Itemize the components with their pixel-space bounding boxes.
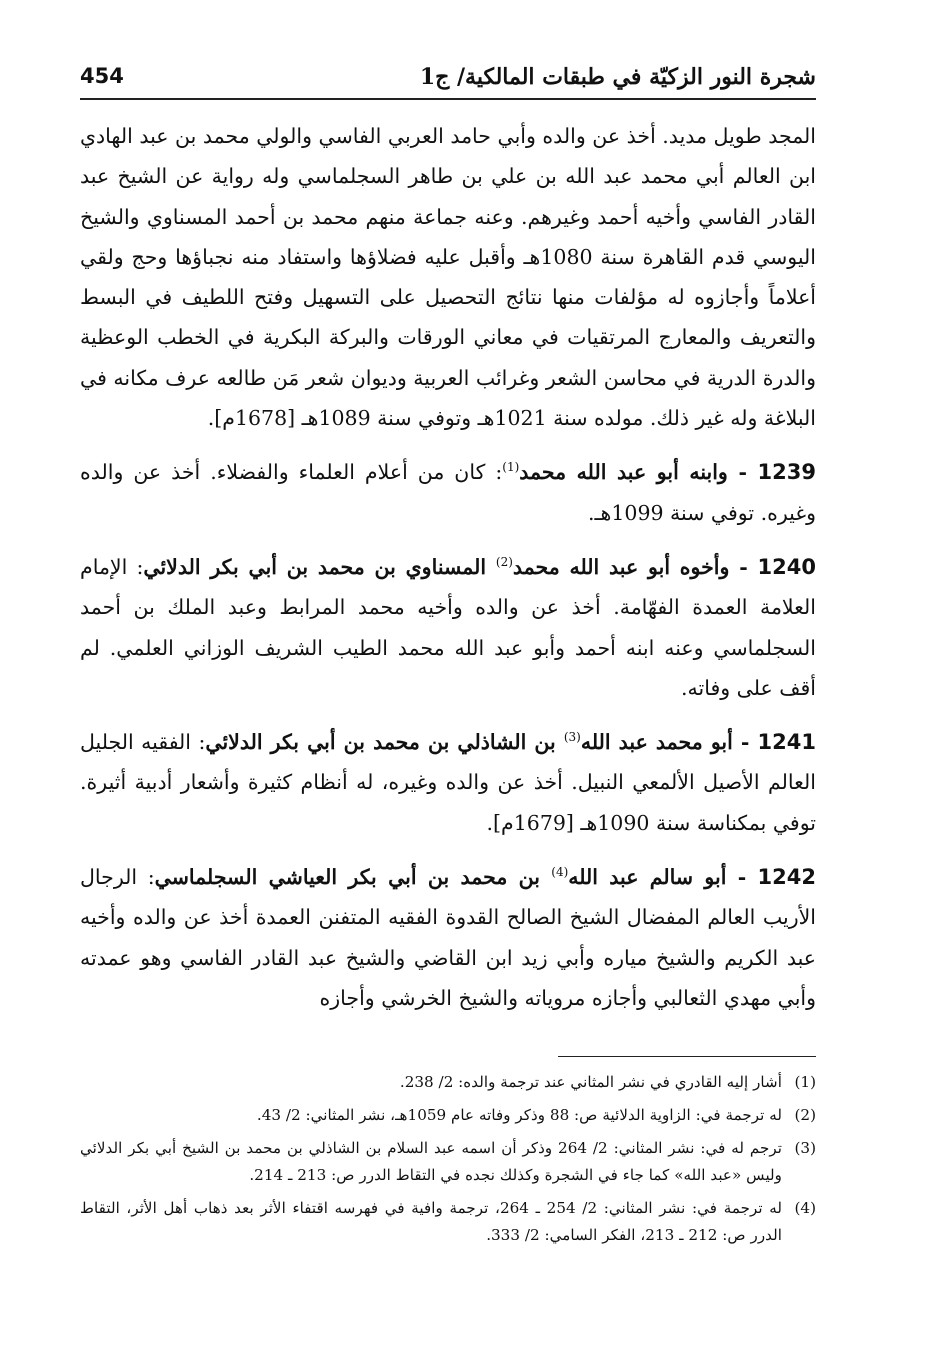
- entry-heading: وأخوه أبو عبد الله محمد: [512, 554, 730, 579]
- footnote-text: ترجم له في: نشر المثاني: 2/ 264 وذكر أن اسمه عبد السلام بن الشاذلي بن محمد بن الشيخ أبي بكر الدلائي وليس «عبد الله» كما جاء في الشجرة وكذلك نجده في التقاط الدرر ص: 213 ـ 214.: [80, 1139, 782, 1185]
- entry-heading: أبو سالم عبد الله: [568, 865, 727, 890]
- entry-heading-rest: بن الشاذلي بن محمد بن أبي بكر الدلائي: [205, 730, 564, 755]
- footnotes: [80, 1069, 816, 1249]
- entry-text: : الفقيه الجليل العالم الأصيل الألمعي النبيل. أخذ عن والده وغيره، له أنظام كثيرة وأشعار أدبية أثيرة. توفي بمكناسة سنة 1090هـ [1679م].: [80, 730, 816, 835]
- footnote: [80, 1102, 816, 1129]
- footnote-number: (1): [794, 1073, 816, 1092]
- footnote: [80, 1195, 816, 1249]
- footnote-ref[interactable]: (2): [495, 555, 513, 570]
- footnote: [80, 1069, 816, 1096]
- entry-1240: 1240 - وأخوه أبو عبد الله محمد$^{(2)}$ المسناوي بن محمد بن أبي بكر الدلائي: الإمام العلامة العمدة الفهّامة. أخذ عن والده وأخيه محمد المرابط وعبد الملك بن أحمد السجلماسي وعنه ابنه أحمد وأبو عبد الله محمد الطيب الشريف الوزاني العلمي. لم أقف على وفاته.: [80, 554, 816, 700]
- footnote-number: (2): [794, 1106, 816, 1125]
- footnote-number: (3): [794, 1139, 816, 1158]
- header-title: شجرة النور الزكيّة في طبقات المالكية/ ج1: [419, 64, 816, 90]
- entry-1242: 1242 - أبو سالم عبد الله$^{(4)}$ بن محمد بن أبي بكر العياشي السجلماسي: الرجال الأريب العالم المفضال الشيخ الصالح القدوة الفقيه المتفنن العمدة أخذ عن والده وأخيه عبد الكريم والشيخ مياره وأبي زيد ابن القاضي والشيخ عبد القادر الفاسي وهو عمدته وأبي مهدي الثعالبي وأجازه مروياته والشيخ الخرشي وأجازه: [80, 865, 816, 1010]
- footnote-text: له ترجمة في: نشر المثاني: 2/ 254 ـ 264، ترجمة وافية في فهرسه اقتفاء الأثر بعد ذهاب أهل الأثر، التقاط الدرر ص: 212 ـ 213، الفكر السامي: 2/ 333.: [80, 1199, 783, 1245]
- entry-text: : الإمام العلامة العمدة الفهّامة. أخذ عن والده وأخيه محمد المرابط وعبد الملك بن أحمد السجلماسي وعنه ابنه أحمد وأبو عبد الله محمد الطيب الشريف الوزاني العلمي. لم أقف على وفاته.: [80, 554, 816, 700]
- entry-text: : كان من أعلام العلماء والفضلاء. أخذ عن والده وغيره. توفي سنة 1099هـ.: [80, 460, 816, 525]
- entry-heading: أبو محمد عبد الله: [580, 730, 733, 755]
- entry-heading-rest: بن محمد بن أبي بكر العياشي السجلماسي: [154, 865, 552, 890]
- intro-paragraph: المجد طويل مديد. أخذ عن والده وأبي حامد العربي الفاسي والولي محمد بن عبد الهادي ابن العالم أبي محمد عبد الله بن علي بن طاهر السجلماسي وله رواية عن الشيخ عبد القادر الفاسي وأخيه أحمد وغيرهم. وعنه جماعة منهم محمد بن أحمد المسناوي والشيخ اليوسي قدم القاهرة سنة 1080هـ وأقبل عليه فضلاؤها واستفاد منه نجباؤها وحج ولقي أعلاماً وأجازوه له مؤلفات منها نتائج التحصيل على التسهيل وفتح اللطيف في البسط والتعريف والمعارج المرتقيات في معاني الورقات والبركة البكرية في الخطب الوعظية والدرة الدرية في محاسن الشعر وغرائب العربية وديوان شعر مَن طالعه عرف مكانه في البلاغة وله غير ذلك. مولده سنة 1021هـ وتوفي سنة 1089هـ [1678م].: [80, 124, 816, 431]
- footnote-ref[interactable]: (3): [563, 730, 581, 745]
- main-text: [80, 116, 816, 1018]
- running-header: [80, 58, 816, 100]
- footnote-number: (4): [794, 1199, 816, 1218]
- entry-heading: وابنه أبو عبد الله محمد: [519, 460, 728, 485]
- footnote-text: أشار إليه القادري في نشر المثاني عند ترجمة والده: 2/ 238.: [399, 1073, 782, 1092]
- entry-1239: 1239 - وابنه أبو عبد الله محمد$^{(1)}$: كان من أعلام العلماء والفضلاء. أخذ عن والده وغيره. توفي سنة 1099هـ.: [80, 460, 816, 525]
- footnote-ref[interactable]: (4): [551, 865, 569, 880]
- footnote-text: له ترجمة في: الزاوية الدلائية ص: 88 وذكر وفاته عام 1059هـ، نشر المثاني: 2/ 43.: [256, 1106, 782, 1125]
- page-number: 454: [80, 64, 124, 88]
- entry-heading-rest: المسناوي بن محمد بن أبي بكر الدلائي: [143, 554, 496, 579]
- entry-text: : الرجال الأريب العالم المفضال الشيخ الصالح القدوة الفقيه المتفنن العمدة أخذ عن والده وأخيه عبد الكريم والشيخ مياره وأبي زيد ابن القاضي والشيخ عبد القادر الفاسي وهو عمدته وأبي مهدي الثعالبي وأجازه مروياته والشيخ الخرشي وأجازه: [80, 865, 816, 1010]
- footnote-separator: [558, 1056, 816, 1057]
- footnote-ref[interactable]: (1): [502, 460, 520, 475]
- entry-number: 1242: [757, 865, 816, 890]
- entry-number: 1239: [757, 460, 816, 485]
- entry-number: 1240: [757, 554, 816, 579]
- footnote: [80, 1135, 816, 1189]
- entry-number: 1241: [757, 730, 816, 755]
- entry-1241: 1241 - أبو محمد عبد الله$^{(3)}$ بن الشاذلي بن محمد بن أبي بكر الدلائي: الفقيه الجليل العالم الأصيل الألمعي النبيل. أخذ عن والده وغيره، له أنظام كثيرة وأشعار أدبية أثيرة. توفي بمكناسة سنة 1090هـ [1679م].: [80, 730, 816, 835]
